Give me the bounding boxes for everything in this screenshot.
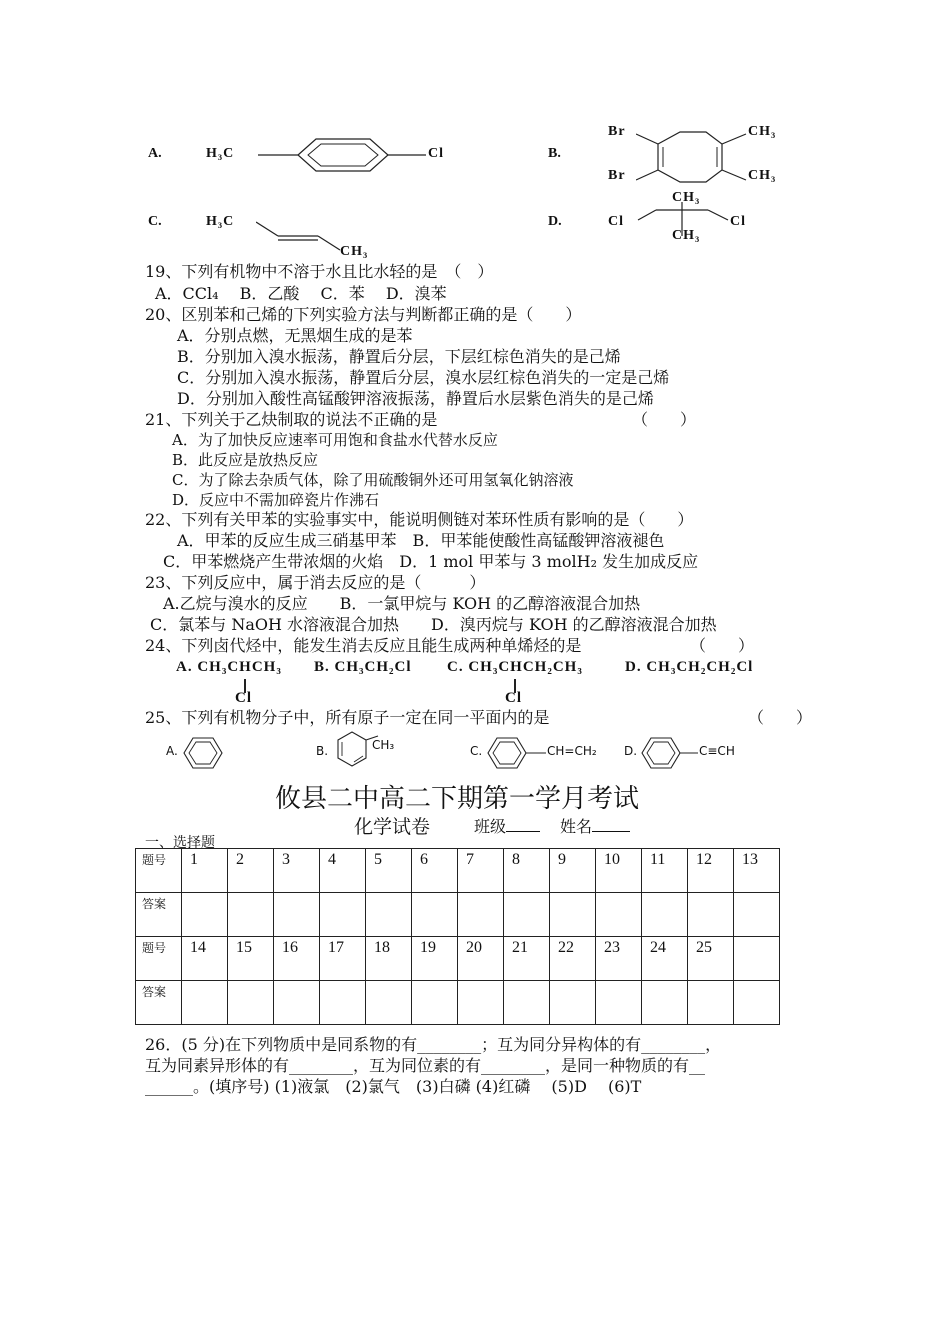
- section-heading: 一、选择题: [145, 835, 215, 851]
- question-22-options-ab: A．甲苯的反应生成三硝基甲苯 B．甲苯能使酸性高锰酸钾溶液褪色: [177, 531, 665, 550]
- question-22-options-cd: C．甲苯燃烧产生带浓烟的火焰 D．1 mol 甲苯与 3 molH₂ 发生加成反应: [163, 552, 699, 571]
- question-21-paren: （ ）: [632, 410, 697, 429]
- question-number-row-2: [136, 937, 780, 981]
- answer-row-1: [136, 893, 780, 937]
- answer-cell[interactable]: [504, 893, 550, 937]
- answer-cell[interactable]: [228, 893, 274, 937]
- substituent-right: Cl: [428, 146, 444, 161]
- answer-cell[interactable]: [458, 893, 504, 937]
- question-19-options: A．CCl₄ B．乙酸 C．苯 D．溴苯: [155, 284, 447, 303]
- question-number-cell: 1: [182, 849, 228, 893]
- substituent-bottom: CH₃: [672, 228, 701, 243]
- question-number-cell: 4: [320, 849, 366, 893]
- class-field: [474, 815, 540, 837]
- substituent-bottom: CH₃: [340, 244, 369, 259]
- substituent-bottom-left: Br: [608, 168, 626, 183]
- answer-cell[interactable]: [320, 893, 366, 937]
- substituent-top-right: CH₃: [748, 124, 777, 139]
- exam-subtitle: 化学试卷: [354, 816, 431, 838]
- question-number-cell: 2: [228, 849, 274, 893]
- toluene-diagram: [330, 730, 386, 776]
- cyclohexadiene-diagram: [636, 124, 756, 190]
- answer-cell[interactable]: [320, 981, 366, 1025]
- question-23-options-cd: C．氯苯与 NaOH 水溶液混合加热 D．溴丙烷与 KOH 的乙醇溶液混合加热: [150, 615, 717, 634]
- name-label: 姓名: [560, 817, 593, 836]
- question-26-line-3: ______。(填序号) (1)液氯 (2)氯气 (3)白磷 (4)红磷 (5)D (6)T: [145, 1077, 642, 1096]
- question-21-option-b: B．此反应是放热反应: [172, 451, 319, 469]
- question-21: 21、下列关于乙炔制取的说法不正确的是: [145, 410, 438, 429]
- question-22: 22、下列有关甲苯的实验事实中，能说明侧链对苯环性质有影响的是（ ）: [145, 510, 694, 529]
- alkene-chain-diagram: [256, 218, 346, 252]
- question-24-option-d: D. CH₃CH₂CH₂Cl: [625, 659, 754, 675]
- question-number-cell: 6: [412, 849, 458, 893]
- question-20-option-d: D．分别加入酸性高锰酸钾溶液振荡，静置后水层紫色消失的是己烯: [177, 389, 654, 408]
- chlorine-label: Cl: [505, 690, 522, 706]
- answer-cell[interactable]: [688, 981, 734, 1025]
- option-label: B.: [548, 146, 561, 161]
- question-number-cell: 7: [458, 849, 504, 893]
- substituent-top: CH₃: [672, 190, 701, 205]
- question-24-paren: （ ）: [690, 636, 755, 655]
- styrene-diagram: [484, 736, 550, 770]
- question-number-cell: 14: [182, 937, 228, 981]
- row-label: 题号: [136, 937, 182, 981]
- question-number-cell: 19: [412, 937, 458, 981]
- option-label: B.: [316, 744, 329, 758]
- question-23: 23、下列反应中，属于消去反应的是（ ）: [145, 573, 486, 592]
- question-19: 19、下列有机物中不溶于水且比水轻的是 （ ）: [145, 262, 494, 281]
- question-24-option-c: C. CH₃CHCH₂CH₃: [447, 659, 583, 675]
- question-number-cell: 20: [458, 937, 504, 981]
- methyl-label: CH₃: [372, 738, 395, 752]
- substituent-left: H₃C: [206, 146, 235, 161]
- answer-cell[interactable]: [596, 893, 642, 937]
- question-21-option-a: A．为了加快反应速率可用饱和食盐水代替水反应: [172, 431, 498, 449]
- name-blank[interactable]: [592, 815, 630, 832]
- ethynyl-label: C≡CH: [699, 744, 735, 758]
- option-label: D.: [548, 214, 562, 229]
- class-label: 班级: [474, 817, 507, 836]
- question-number-cell: 21: [504, 937, 550, 981]
- answer-cell[interactable]: [412, 981, 458, 1025]
- substituent-top: H₃C: [206, 214, 235, 229]
- substituent-top-left: Br: [608, 124, 626, 139]
- question-20-option-a: A．分别点燃，无黑烟生成的是苯: [177, 326, 413, 345]
- question-26-line-2: 互为同素异形体的有________，互为同位素的有________，是同一种物质的有__: [145, 1056, 706, 1075]
- row-label: 答案: [136, 893, 182, 937]
- answer-cell[interactable]: [412, 893, 458, 937]
- question-number-cell: [734, 937, 780, 981]
- question-24-option-a: A. CH₃CHCH₃: [176, 659, 282, 675]
- question-number-cell: 16: [274, 937, 320, 981]
- row-label: 答案: [136, 981, 182, 1025]
- answer-cell[interactable]: [458, 981, 504, 1025]
- question-24: 24、下列卤代烃中，能发生消去反应且能生成两种单烯烃的是: [145, 636, 582, 655]
- question-number-cell: 23: [596, 937, 642, 981]
- question-25-paren: （ ）: [748, 708, 813, 727]
- question-number-cell: 11: [642, 849, 688, 893]
- answer-cell[interactable]: [642, 981, 688, 1025]
- question-number-cell: 3: [274, 849, 320, 893]
- chlorine-label: Cl: [235, 690, 252, 706]
- answer-cell[interactable]: [228, 981, 274, 1025]
- answer-cell[interactable]: [274, 981, 320, 1025]
- question-number-cell: 5: [366, 849, 412, 893]
- answer-cell[interactable]: [366, 981, 412, 1025]
- question-number-cell: 18: [366, 937, 412, 981]
- answer-table: [135, 848, 780, 1025]
- benzene-ring-diagram: [258, 133, 438, 177]
- question-number-cell: 10: [596, 849, 642, 893]
- option-label: A.: [166, 744, 178, 758]
- question-number-cell: 9: [550, 849, 596, 893]
- answer-cell[interactable]: [642, 893, 688, 937]
- question-number-cell: 8: [504, 849, 550, 893]
- question-23-options-ab: A.乙烷与溴水的反应 B．一氯甲烷与 KOH 的乙醇溶液混合加热: [163, 594, 641, 613]
- question-number-row-1: [136, 849, 780, 893]
- exam-title: 攸县二中高二下期第一学月考试: [275, 784, 640, 814]
- answer-cell[interactable]: [182, 893, 228, 937]
- question-number-cell: 25: [688, 937, 734, 981]
- name-field: [560, 815, 630, 837]
- substituent-right: Cl: [730, 214, 746, 229]
- option-label: C.: [470, 744, 483, 758]
- question-24-option-b: B. CH₃CH₂Cl: [314, 659, 412, 675]
- phenylacetylene-diagram: [638, 736, 702, 770]
- substituent-left: Cl: [608, 214, 624, 229]
- question-number-cell: 17: [320, 937, 366, 981]
- question-21-option-d: D．反应中不需加碎瓷片作沸石: [172, 491, 380, 509]
- answer-cell[interactable]: [550, 893, 596, 937]
- benzene-diagram: [180, 736, 226, 770]
- question-21-option-c: C．为了除去杂质气体，除了用硫酸铜外还可用氢氧化钠溶液: [172, 471, 574, 489]
- answer-cell[interactable]: [504, 981, 550, 1025]
- answer-row-2: [136, 981, 780, 1025]
- vinyl-label: CH=CH₂: [547, 744, 597, 758]
- answer-cell[interactable]: [688, 893, 734, 937]
- question-20: 20、区别苯和己烯的下列实验方法与判断都正确的是（ ）: [145, 305, 582, 324]
- question-20-option-c: C．分别加入溴水振荡，静置后分层，溴水层红棕色消失的一定是己烯: [177, 368, 670, 387]
- question-number-cell: 13: [734, 849, 780, 893]
- substituent-bottom-right: CH₃: [748, 168, 777, 183]
- answer-cell[interactable]: [734, 981, 780, 1025]
- question-number-cell: 15: [228, 937, 274, 981]
- row-label: 题号: [136, 849, 182, 893]
- answer-cell[interactable]: [550, 981, 596, 1025]
- question-25: 25、下列有机物分子中，所有原子一定在同一平面内的是: [145, 708, 550, 727]
- question-number-cell: 24: [642, 937, 688, 981]
- question-number-cell: 22: [550, 937, 596, 981]
- answer-cell[interactable]: [182, 981, 228, 1025]
- option-label: D.: [624, 744, 638, 758]
- answer-cell[interactable]: [734, 893, 780, 937]
- question-number-cell: 12: [688, 849, 734, 893]
- answer-cell[interactable]: [366, 893, 412, 937]
- class-blank[interactable]: [506, 815, 540, 832]
- option-label: C.: [148, 214, 162, 229]
- question-20-option-b: B．分别加入溴水振荡，静置后分层，下层红棕色消失的是己烯: [177, 347, 621, 366]
- question-26-line-1: 26．(5 分)在下列物质中是同系物的有________；互为同分异构体的有________，: [145, 1035, 722, 1054]
- answer-cell[interactable]: [596, 981, 642, 1025]
- answer-cell[interactable]: [274, 893, 320, 937]
- option-label: A.: [148, 146, 162, 161]
